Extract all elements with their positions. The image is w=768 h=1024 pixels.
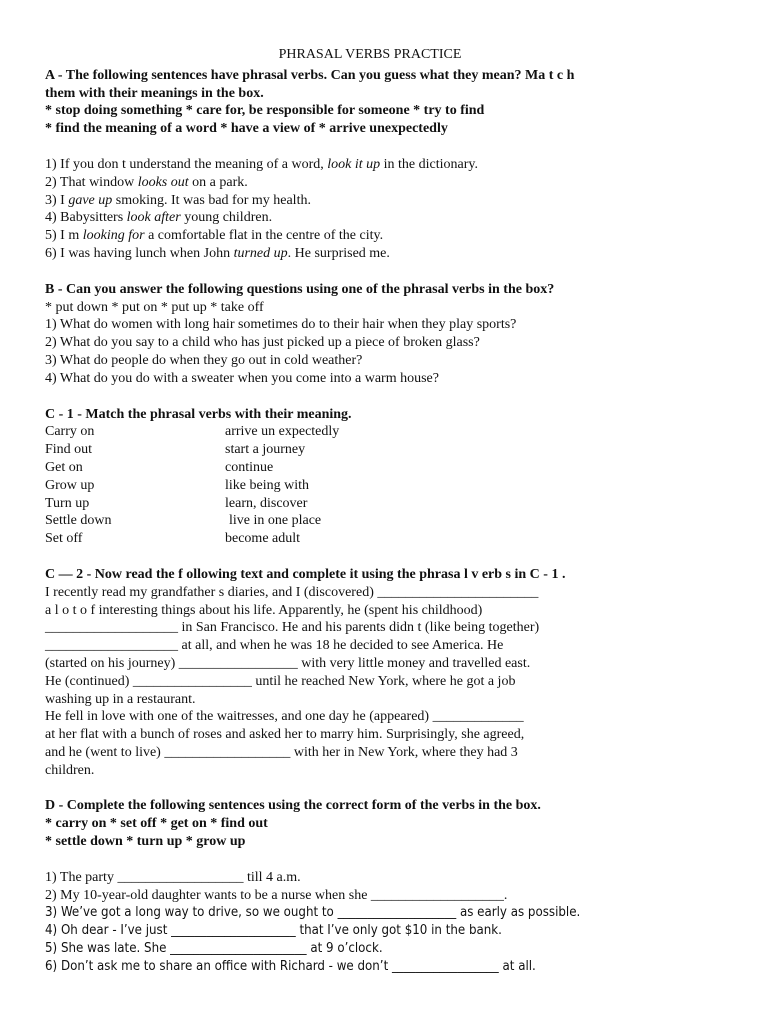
- section-a-meanings-box: * find the meaning of a word * have a view of * arrive unexpectedly: [45, 121, 448, 137]
- section-c2-text-line: ___________________ in San Francisco. He and his parents didn t (like being together): [45, 620, 540, 636]
- section-b-heading: B - Can you answer the following questions using one of the phrasal verbs in the box?: [45, 281, 555, 297]
- section-c2-text-line: washing up in a restaurant.: [45, 691, 196, 707]
- section-d-item: 4) Oh dear - I’ve just _____________________ that I’ve only got $10 in the bank.: [45, 923, 502, 939]
- phrasal-verb: gave up: [68, 192, 113, 208]
- match-meaning: like being with: [225, 477, 309, 493]
- section-b-question: 3) What do people do when they go out in cold weather?: [45, 352, 363, 368]
- section-c2-text-line: at her flat with a bunch of roses and asked her to marry him. Surprisingly, she agreed,: [45, 727, 525, 743]
- section-c2-text-line: a l o t o f interesting things about his life. Apparently, he (spent his childhood): [45, 602, 483, 618]
- phrasal-verb: turned up: [233, 245, 288, 261]
- match-meaning: live in one place: [229, 513, 322, 529]
- match-verb: Settle down: [45, 513, 112, 529]
- section-c2-text-line: and he (went to live) __________________ with her in New York, where they had 3: [45, 744, 518, 760]
- match-meaning: continue: [225, 459, 274, 475]
- match-verb: Set off: [45, 531, 83, 547]
- section-c2-text-line: children.: [45, 762, 95, 778]
- match-verb: Grow up: [45, 477, 95, 493]
- phrasal-verb: looking for: [82, 228, 145, 244]
- section-d: [45, 797, 735, 975]
- section-c2-text-line: (started on his journey) _________________ with very little money and travelled east.: [45, 655, 531, 671]
- section-d-verb-box: * carry on * set off * get on * find out: [45, 816, 268, 832]
- section-c2: [45, 566, 735, 780]
- section-b-question: 4) What do you do with a sweater when you come into a warm house?: [45, 370, 439, 386]
- phrasal-verb: look after: [126, 210, 181, 226]
- section-c2-text-line: He (continued) _________________ until he reached New York, where he got a job: [45, 673, 516, 689]
- worksheet-page: [45, 46, 735, 976]
- section-c1: [45, 406, 735, 548]
- match-table: [45, 423, 735, 548]
- section-c1-heading: C - 1 - Match the phrasal verbs with their meaning.: [45, 406, 352, 422]
- section-a-item: 6) I was having lunch when John turned up. He surprised me.: [45, 245, 390, 261]
- section-a-meanings-box: * stop doing something * care for, be responsible for someone * try to find: [45, 103, 485, 119]
- section-a-heading-line: them with their meanings in the box.: [45, 85, 264, 101]
- section-b: [45, 281, 735, 388]
- section-d-verb-box: * settle down * turn up * grow up: [45, 834, 246, 850]
- section-d-item: 3) We’ve got a long way to drive, so we ought to ____________________ as early as possible.: [45, 905, 581, 921]
- section-a-item: 3) I gave up smoking. It was bad for my health.: [45, 192, 311, 208]
- match-meaning: learn, discover: [225, 495, 308, 511]
- section-c2-text-line: ___________________ at all, and when he was 18 he decided to see America. He: [45, 638, 504, 654]
- section-d-item: 5) She was late. She _______________________ at 9 o’clock.: [45, 941, 383, 957]
- section-a-heading-line: A - The following sentences have phrasal verbs. Can you guess what they mean? Ma t c h: [45, 67, 575, 83]
- match-meaning: start a journey: [225, 442, 306, 458]
- section-b-question: 1) What do women with long hair sometimes do to their hair when they play sports?: [45, 317, 517, 333]
- section-a: [45, 67, 735, 263]
- section-d-item: 2) My 10-year-old daughter wants to be a nurse when she ___________________.: [45, 887, 508, 903]
- section-b-verb-box: * put down * put on * put up * take off: [45, 299, 264, 315]
- page-title: PHRASAL VERBS PRACTICE: [278, 47, 462, 62]
- phrasal-verb: looks out: [137, 174, 189, 190]
- section-a-item: 4) Babysitters look after young children.: [45, 210, 273, 226]
- section-a-item: 5) I m looking for a comfortable flat in the centre of the city.: [45, 228, 384, 244]
- section-c2-heading: C — 2 - Now read the f ollowing text and complete it using the phrasa l v erb s in C - 1 .: [45, 566, 566, 582]
- match-verb: Carry on: [45, 424, 95, 440]
- phrasal-verb: look it up: [327, 156, 381, 172]
- section-b-question: 2) What do you say to a child who has just picked up a piece of broken glass?: [45, 335, 480, 351]
- match-meaning: arrive un expectedly: [225, 424, 340, 440]
- section-d-item: 1) The party __________________ till 4 a.m.: [45, 869, 301, 885]
- section-d-item: 6) Don’t ask me to share an office with Richard - we don’t __________________ at all.: [45, 958, 536, 974]
- section-a-item: 1) If you don t understand the meaning of a word, look it up in the dictionary.: [45, 156, 478, 172]
- match-meaning: become adult: [225, 531, 301, 547]
- match-verb: Turn up: [45, 495, 90, 511]
- section-c2-text-line: He fell in love with one of the waitresses, and one day he (appeared) _____________: [45, 709, 524, 725]
- section-a-item: 2) That window looks out on a park.: [45, 174, 248, 190]
- section-c2-text-line: I recently read my grandfather s diaries, and I (discovered) _______________________: [45, 584, 539, 600]
- match-verb: Find out: [45, 442, 93, 458]
- section-d-heading: D - Complete the following sentences using the correct form of the verbs in the box.: [45, 798, 541, 814]
- match-verb: Get on: [45, 459, 83, 475]
